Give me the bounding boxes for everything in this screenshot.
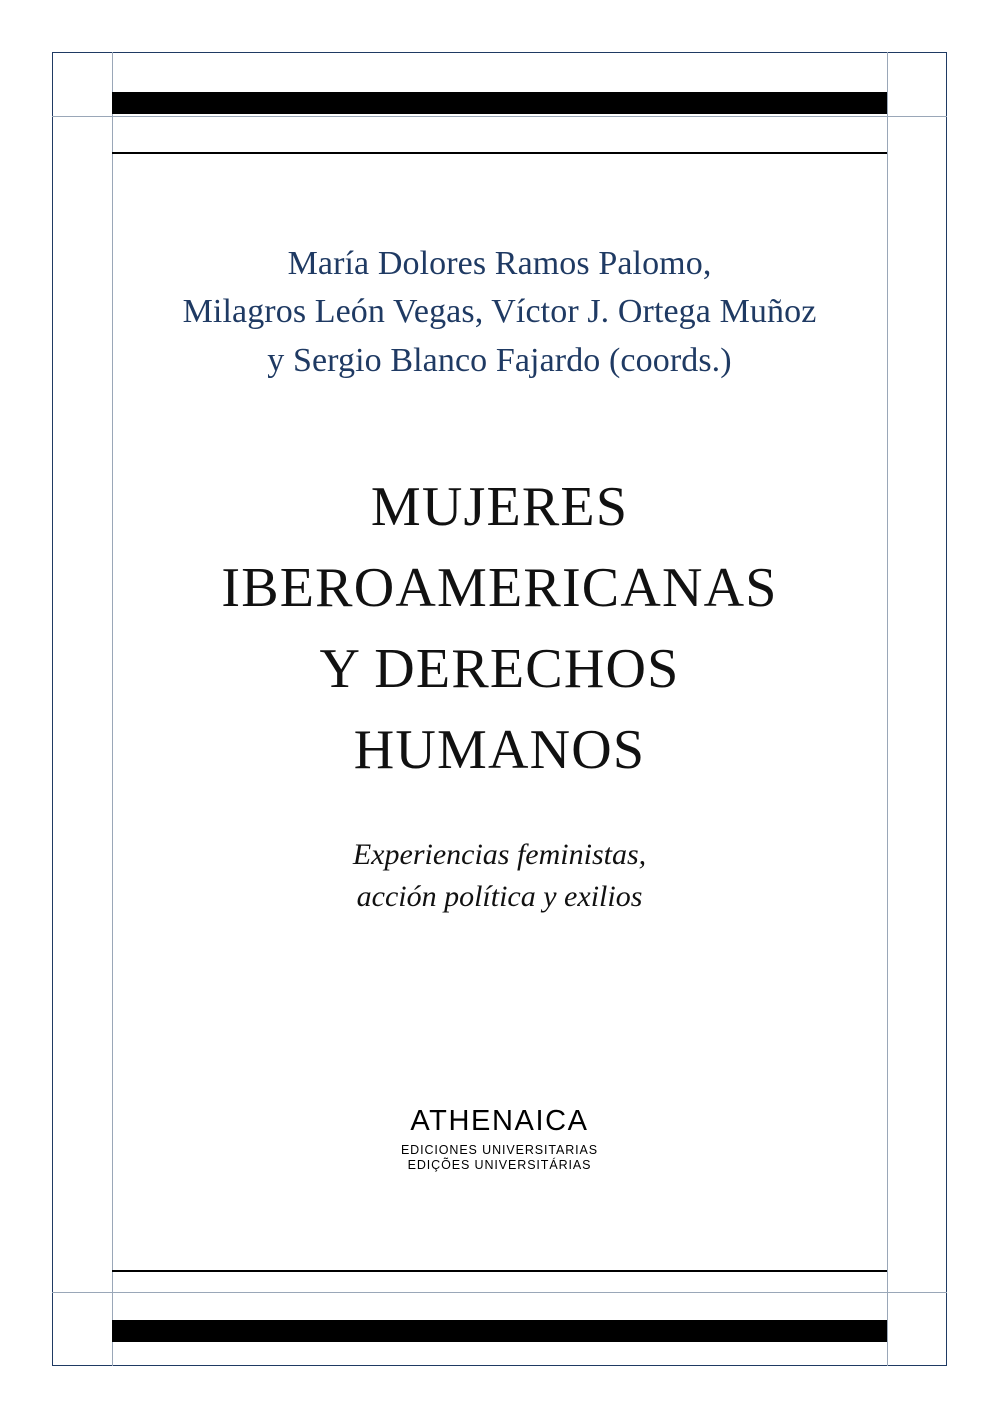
title-line: HUMANOS <box>353 719 646 782</box>
guide-line-right <box>887 52 888 1366</box>
decorative-bar-top-thin <box>112 152 887 154</box>
title-line: Y DERECHOS <box>319 638 680 701</box>
subtitle-line: Experiencias feministas, <box>352 837 647 871</box>
publisher-tagline-es: EDICIONES UNIVERSITARIAS <box>400 1143 599 1157</box>
guide-line-top <box>52 116 947 117</box>
decorative-bar-bottom-thick <box>112 1320 887 1342</box>
author-line: y Sergio Blanco Fajardo (coords.) <box>267 341 732 379</box>
book-title <box>112 467 887 792</box>
decorative-bar-bottom-thin <box>112 1270 887 1272</box>
title-line: IBEROAMERICANAS <box>221 556 778 619</box>
guide-line-bottom <box>52 1292 947 1293</box>
authors-block <box>112 240 887 385</box>
title-line: MUJERES <box>370 475 629 538</box>
publisher-logo <box>112 1105 887 1172</box>
decorative-bar-top-thick <box>112 92 887 114</box>
author-line: María Dolores Ramos Palomo, <box>287 245 712 282</box>
publisher-name: ATHENAICA <box>410 1105 589 1137</box>
publisher-tagline-pt: EDIÇÕES UNIVERSITÁRIAS <box>407 1158 592 1172</box>
book-subtitle <box>112 834 887 919</box>
subtitle-line: acción política y exilios <box>356 880 643 914</box>
author-line: Milagros León Vegas, Víctor J. Ortega Muñoz <box>182 293 817 331</box>
cover-content <box>112 160 887 1265</box>
